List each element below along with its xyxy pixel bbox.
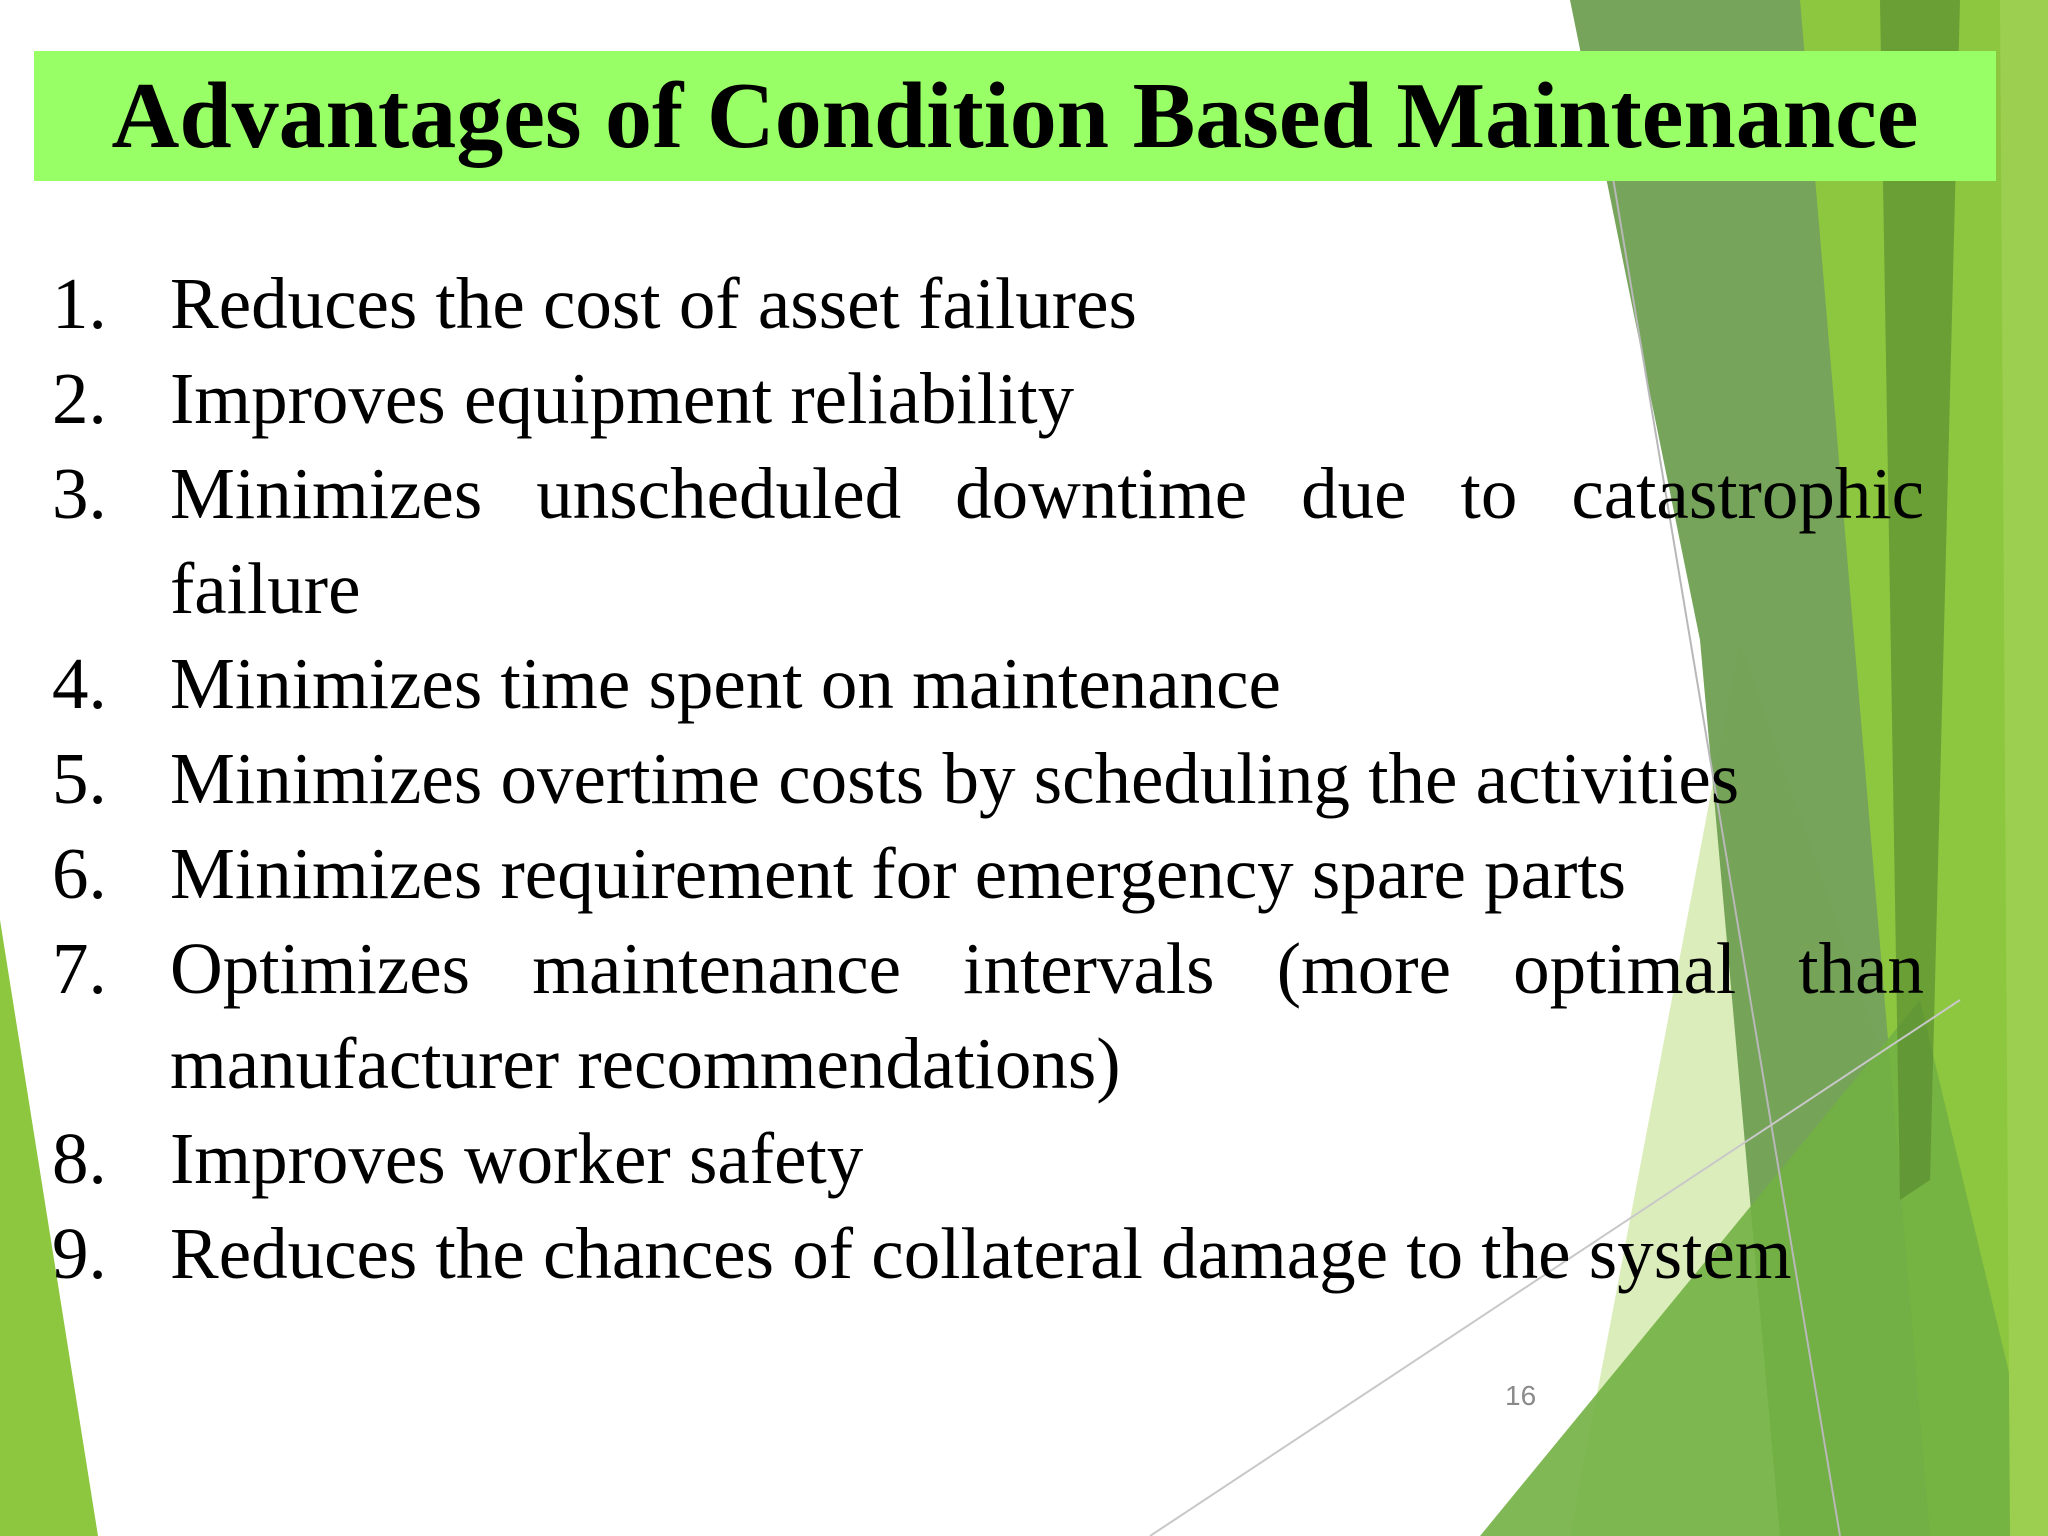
item-number: 1. (52, 263, 107, 344)
item-text: Optimizes maintenance intervals (more optimal than manufacturer recommendations) (170, 928, 1924, 1104)
item-text: Reduces the chances of collateral damage to the system (170, 1213, 1792, 1294)
item-number: 8. (52, 1118, 107, 1199)
list-item (52, 1111, 1924, 1206)
item-text: Minimizes time spent on maintenance (170, 643, 1281, 724)
list-item (52, 826, 1924, 921)
list-item (52, 256, 1924, 351)
page-number: 16 (1505, 1380, 1537, 1411)
list-item (52, 351, 1924, 446)
item-number: 6. (52, 833, 107, 914)
list-item (52, 636, 1924, 731)
item-number: 4. (52, 643, 107, 724)
item-text: Improves equipment reliability (170, 358, 1075, 439)
item-number: 5. (52, 738, 107, 819)
list-item (52, 731, 1924, 826)
advantages-list (52, 256, 1924, 1301)
list-item (52, 921, 1924, 1111)
item-number: 7. (52, 928, 107, 1009)
list-item (52, 446, 1924, 636)
item-number: 2. (52, 358, 107, 439)
item-number: 9. (52, 1213, 107, 1294)
slide-title: Advantages of Condition Based Maintenance (111, 64, 1919, 168)
item-text: Reduces the cost of asset failures (170, 263, 1137, 344)
item-text: Minimizes unscheduled downtime due to catastrophic failure (170, 453, 1924, 629)
title-bar (34, 51, 1996, 181)
item-text: Minimizes requirement for emergency spare parts (170, 833, 1627, 914)
list-item (52, 1206, 1924, 1301)
item-text: Minimizes overtime costs by scheduling the activities (170, 738, 1740, 819)
item-number: 3. (52, 453, 107, 534)
item-text: Improves worker safety (170, 1118, 864, 1199)
